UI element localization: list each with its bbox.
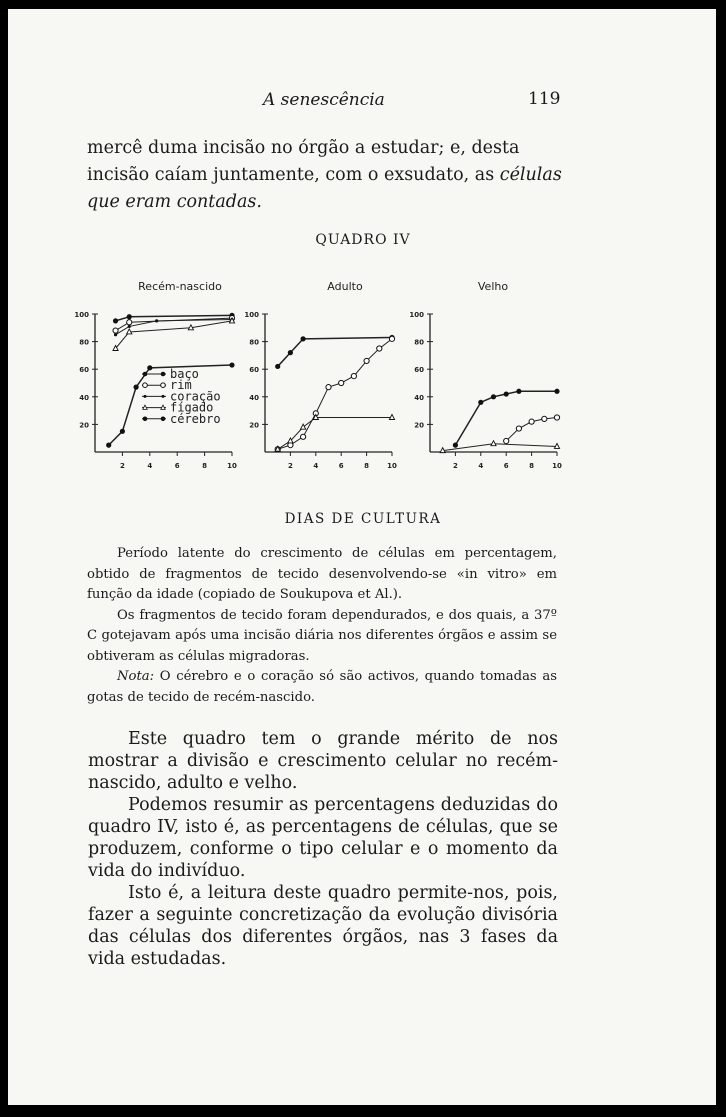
running-header-title: A senescência xyxy=(263,90,385,110)
data-point-open xyxy=(326,385,331,390)
intro-italic-text: células que eram contadas. xyxy=(87,165,562,212)
data-point-filled xyxy=(275,364,280,369)
charts-figure xyxy=(0,270,726,480)
data-point-filled xyxy=(120,429,125,434)
y-tick-label: 20 xyxy=(414,421,424,430)
legend-label-1: baço xyxy=(170,367,199,381)
data-point-filled xyxy=(229,362,234,367)
legend-label-3: coração xyxy=(170,389,221,404)
y-tick-label: 100 xyxy=(409,311,424,319)
figure-caption xyxy=(87,544,557,708)
data-point-dot xyxy=(114,333,117,336)
data-point-filled xyxy=(478,400,483,405)
x-tick-label: 4 xyxy=(147,462,153,470)
series-line-fígado xyxy=(116,321,232,349)
data-point-open xyxy=(113,328,118,333)
y-tick-label: 60 xyxy=(249,366,259,375)
legend-label-5: cérebro xyxy=(170,411,221,426)
intro-text: mercê duma incisão no órgão a estudar; e, desta incisão caíam juntamente, com o exsudato, as xyxy=(87,138,520,185)
data-point-filled xyxy=(554,389,559,394)
legend-marker xyxy=(143,372,148,377)
data-point-open xyxy=(389,336,394,341)
paragraph-1: Este quadro tem o grande mérito de nos mostrar a divisão e crescimento celular no recém-nascido, adulto e velho. xyxy=(88,729,558,793)
x-axis-title: DIAS DE CULTURA xyxy=(284,511,442,527)
data-point-open xyxy=(516,426,521,431)
data-point-open xyxy=(301,434,306,439)
y-tick-label: 60 xyxy=(414,366,424,375)
data-point-filled xyxy=(504,391,509,396)
legend-marker xyxy=(143,405,147,409)
chart-panel-2 xyxy=(244,280,397,470)
x-tick-label: 2 xyxy=(287,462,293,470)
data-point-filled xyxy=(491,394,496,399)
intro-paragraph xyxy=(87,135,567,216)
x-tick-label: 2 xyxy=(452,462,458,470)
data-point-filled xyxy=(106,443,111,448)
y-tick-label: 100 xyxy=(74,311,89,319)
data-point-filled xyxy=(301,336,306,341)
series-line-triangle xyxy=(443,444,557,451)
caption-paragraph-1: Período latente do crescimento de células em percentagem, obtido de fragmentos de tecido desenvolvendo-se «in vitro» em função da idade (copiado de Soukupova et Al.). xyxy=(87,546,557,602)
x-tick-label: 6 xyxy=(338,462,344,470)
data-point-filled xyxy=(516,389,521,394)
x-tick-label: 6 xyxy=(174,462,180,470)
y-tick-label: 20 xyxy=(249,421,259,430)
series-line-triangle xyxy=(278,418,392,450)
y-tick-label: 40 xyxy=(79,393,89,402)
legend-marker xyxy=(161,383,166,388)
x-tick-label: 8 xyxy=(202,462,208,470)
page-number: 119 xyxy=(528,89,561,109)
x-tick-label: 8 xyxy=(364,462,370,470)
y-tick-label: 40 xyxy=(414,393,424,402)
paragraph-3: Isto é, a leitura deste quadro permite-nos, pois, fazer a seguinte concretização da evolução divisória das células dos diferentes órgãos, nas 3 fases da vida estudadas. xyxy=(88,883,558,969)
data-point-open xyxy=(504,438,509,443)
legend-marker xyxy=(143,383,148,388)
data-point-open xyxy=(554,415,559,420)
note-label: Nota: xyxy=(117,669,155,684)
x-tick-label: 8 xyxy=(529,462,535,470)
caption-note xyxy=(87,667,557,708)
legend-marker xyxy=(162,395,165,398)
y-tick-label: 40 xyxy=(249,393,259,402)
data-point-triangle xyxy=(491,441,496,446)
data-point-open xyxy=(339,380,344,385)
legend-marker xyxy=(161,417,166,422)
y-tick-label: 80 xyxy=(249,338,259,347)
chart-title: Recém-nascido xyxy=(138,280,222,293)
data-point-filled xyxy=(453,443,458,448)
y-tick-label: 20 xyxy=(79,421,89,430)
x-tick-label: 10 xyxy=(227,462,237,470)
legend-label-4: fígado xyxy=(170,400,214,415)
figure-title: QUADRO IV xyxy=(315,232,411,248)
data-point-filled xyxy=(147,365,152,370)
chart-title: Velho xyxy=(477,280,509,293)
caption-paragraph-2: Os fragmentos de tecido foram dependurados, e dos quais, a 37º C gotejavam após uma incisão diária nos diferentes órgãos e assim se obtiveram as células migradoras. xyxy=(87,607,557,664)
data-point-open xyxy=(351,374,356,379)
x-tick-label: 6 xyxy=(503,462,509,470)
data-point-open xyxy=(542,416,547,421)
x-tick-label: 2 xyxy=(119,462,125,470)
data-point-triangle xyxy=(301,424,306,429)
legend-marker xyxy=(144,395,147,398)
y-tick-label: 80 xyxy=(414,338,424,347)
legend-marker xyxy=(143,417,148,422)
legend-marker xyxy=(161,405,165,409)
legend-marker xyxy=(161,372,166,377)
data-point-open xyxy=(529,419,534,424)
legend-label-2: rim xyxy=(170,378,192,393)
y-tick-label: 80 xyxy=(79,338,89,347)
data-point-dot xyxy=(128,325,131,328)
main-text xyxy=(88,728,558,970)
note-text: O cérebro e o coração só são activos, quando tomadas as gotas de tecido de recém-nascido. xyxy=(87,669,557,705)
series-line-filled xyxy=(278,337,392,366)
chart-title: Adulto xyxy=(327,280,363,293)
data-point-open xyxy=(377,346,382,351)
x-tick-label: 4 xyxy=(313,462,319,470)
series-line-open xyxy=(278,339,392,449)
data-point-filled xyxy=(127,314,132,319)
chart-panel-3 xyxy=(409,280,562,470)
chart-panel-1 xyxy=(74,280,237,470)
x-tick-label: 4 xyxy=(478,462,484,470)
data-point-dot xyxy=(155,319,158,322)
y-tick-label: 60 xyxy=(79,366,89,375)
data-point-filled xyxy=(288,350,293,355)
x-tick-label: 10 xyxy=(387,462,397,470)
data-point-open xyxy=(364,358,369,363)
x-tick-label: 10 xyxy=(552,462,562,470)
y-tick-label: 100 xyxy=(244,311,259,319)
data-point-open xyxy=(127,320,132,325)
data-point-filled xyxy=(134,385,139,390)
data-point-filled xyxy=(113,318,118,323)
paragraph-2: Podemos resumir as percentagens deduzidas do quadro IV, isto é, as percentagens de células, que se produzem, conforme o tipo celular e o momento da vida do indivíduo. xyxy=(88,795,558,881)
